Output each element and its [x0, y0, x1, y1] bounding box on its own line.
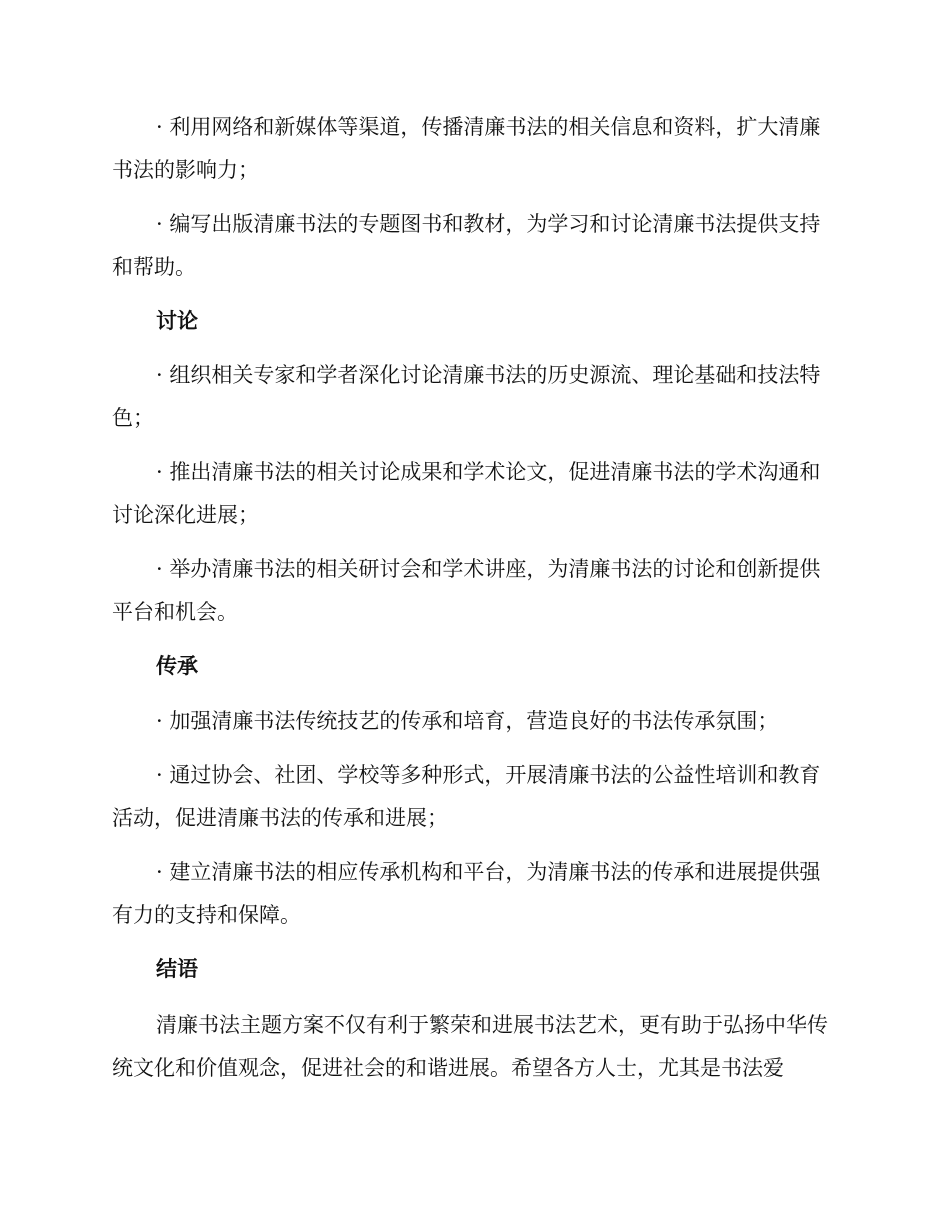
bullet-paragraph: · 建立清廉书法的相应传承机构和平台，为清廉书法的传承和进展提供强有力的支持和保障。 — [112, 860, 821, 927]
bullet-paragraph: · 加强清廉书法传统技艺的传承和培育，营造良好的书法传承氛围； — [156, 709, 779, 733]
bullet-paragraph: · 组织相关专家和学者深化讨论清廉书法的历史源流、理论基础和技法特色； — [112, 363, 821, 430]
bullet-paragraph: · 编写出版清廉书法的专题图书和教材，为学习和讨论清廉书法提供支持和帮助。 — [112, 212, 821, 279]
bullet-paragraph: · 举办清廉书法的相关研讨会和学术讲座，为清廉书法的讨论和创新提供平台和机会。 — [112, 557, 821, 624]
body-paragraph: 清廉书法主题方案不仅有利于繁荣和进展书法艺术，更有助于弘扬中华传统文化和价值观念，促进社会的和谐进展。希望各方人士，尤其是书法爱 — [112, 1013, 828, 1080]
section-heading-discussion: 讨论 — [156, 309, 198, 333]
bullet-paragraph: · 推出清廉书法的相关讨论成果和学术论文，促进清廉书法的学术沟通和讨论深化进展； — [112, 460, 821, 527]
section-heading-conclusion: 结语 — [156, 957, 198, 981]
bullet-paragraph: · 通过协会、社团、学校等多种形式，开展清廉书法的公益性培训和教育活动，促进清廉书法的传承和进展； — [112, 763, 821, 830]
section-heading-inheritance: 传承 — [156, 654, 198, 678]
bullet-paragraph: · 利用网络和新媒体等渠道，传播清廉书法的相关信息和资料，扩大清廉书法的影响力； — [112, 115, 821, 182]
